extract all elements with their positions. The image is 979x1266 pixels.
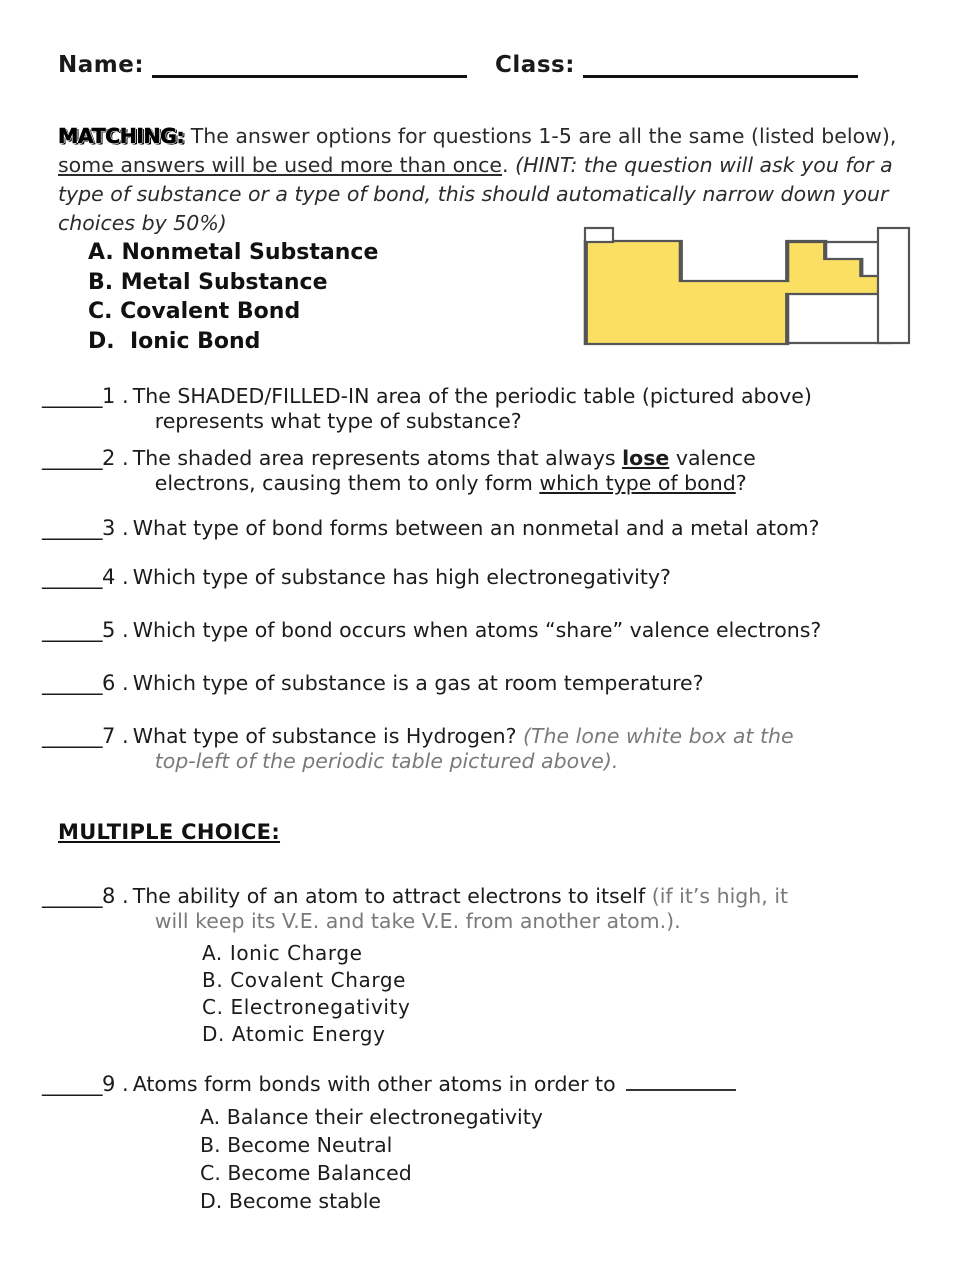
matching-intro-underlined: some answers will be used more than once: [58, 153, 503, 177]
choice-9-b[interactable]: B. Become Neutral: [200, 1133, 393, 1157]
class-blank-line[interactable]: [583, 58, 858, 78]
name-label: Name:: [58, 52, 145, 78]
answer-option-b: B. Metal Substance: [88, 269, 328, 295]
question-4: [42, 565, 942, 590]
matching-intro-line1: The answer options for questions 1-5 are all the same (listed below),: [184, 124, 897, 148]
class-label: Class:: [495, 52, 575, 78]
question-7-line2: top-left of the periodic table pictured above).: [154, 749, 619, 773]
choice-8-d[interactable]: D. Atomic Energy: [202, 1022, 386, 1046]
question-2-before: The shaded area represents atoms that always: [132, 446, 623, 470]
answer-blank-9[interactable]: ______: [42, 1072, 102, 1096]
answer-blank-1[interactable]: ______: [42, 384, 102, 408]
question-text-5: Which type of bond occurs when atoms “share” valence electrons?: [132, 618, 822, 642]
answer-option-a: A. Nonmetal Substance: [88, 240, 379, 265]
question-2-cont-before: electrons, causing them to only form: [154, 471, 540, 495]
question-9-fill-blank[interactable]: [626, 1075, 736, 1091]
question-1: [42, 384, 942, 434]
multiple-choice-questions: [42, 884, 942, 1215]
choice-8-a[interactable]: A. Ionic Charge: [202, 941, 363, 965]
question-1-line2: represents what type of substance?: [154, 409, 522, 433]
question-number-4: 4 .: [102, 565, 129, 589]
question-7-parenthetical: (The lone white box at the: [523, 724, 794, 748]
question-5: [42, 618, 942, 643]
question-2-cont-after: ?: [735, 471, 747, 495]
answer-blank-6[interactable]: ______: [42, 671, 102, 695]
question-text-4: Which type of substance has high electronegativity?: [132, 565, 671, 589]
hydrogen-box: [585, 228, 613, 242]
question-2-after: valence: [669, 446, 756, 470]
question-number-2: 2 .: [102, 446, 129, 470]
question-text-3: What type of bond forms between an nonmetal and a metal atom?: [132, 516, 820, 540]
choice-8-c[interactable]: C. Electronegativity: [202, 995, 411, 1019]
answer-blank-5[interactable]: ______: [42, 618, 102, 642]
student-info-row: [58, 52, 928, 78]
question-9-choices: [42, 1103, 942, 1215]
choice-9-c[interactable]: C. Become Balanced: [200, 1161, 412, 1185]
matching-heading: MATCHING:: [58, 124, 185, 148]
question-9-main: Atoms form bonds with other atoms in order to: [132, 1072, 623, 1096]
question-text-9: [129, 1072, 942, 1097]
answer-blank-4[interactable]: ______: [42, 565, 102, 589]
question-number-3: 3 .: [102, 516, 129, 540]
shaded-metal-region: [586, 241, 898, 344]
question-number-9: 9 .: [102, 1072, 129, 1096]
question-8-main: The ability of an atom to attract electrons to itself: [132, 884, 652, 908]
question-text-1: [129, 384, 942, 434]
answer-option-d: D. Ionic Bond: [88, 328, 261, 354]
question-8-parenthetical: (if it’s high, it: [651, 884, 789, 908]
choice-9-a[interactable]: A. Balance their electronegativity: [200, 1105, 543, 1129]
question-1-line1: The SHADED/FILLED-IN area of the periodic table (pictured above): [132, 384, 812, 408]
matching-intro-hint: (HINT: the question will ask you for a type of substance or a type of bond, this should automatically narrow down your choices by 50%): [58, 153, 893, 235]
question-number-7: 7 .: [102, 724, 129, 748]
question-3: [42, 516, 942, 541]
periodic-table-diagram: [582, 226, 914, 360]
question-text-7: [129, 724, 942, 774]
question-text-2: [129, 446, 942, 496]
noble-gas-column: [878, 228, 909, 343]
question-6: [42, 671, 942, 696]
choice-9-d[interactable]: D. Become stable: [200, 1189, 382, 1213]
matching-questions: [42, 384, 942, 784]
question-text-6: Which type of substance is a gas at room temperature?: [132, 671, 704, 695]
question-2: [42, 446, 942, 496]
question-2-emphasis: lose: [622, 446, 670, 470]
question-number-8: 8 .: [102, 884, 129, 908]
answer-option-c: C. Covalent Bond: [88, 299, 301, 324]
question-number-6: 6 .: [102, 671, 129, 695]
matching-instructions: [58, 122, 928, 238]
question-7: [42, 724, 942, 774]
choice-8-b[interactable]: B. Covalent Charge: [202, 968, 407, 992]
answer-blank-2[interactable]: ______: [42, 446, 102, 470]
answer-blank-7[interactable]: ______: [42, 724, 102, 748]
question-text-8: [129, 884, 942, 934]
question-number-1: 1 .: [102, 384, 129, 408]
question-9: [42, 1072, 942, 1097]
multiple-choice-heading: MULTIPLE CHOICE:: [58, 820, 281, 844]
question-number-5: 5 .: [102, 618, 129, 642]
answer-bank: [88, 238, 508, 356]
name-blank-line[interactable]: [152, 58, 467, 78]
question-7-before: What type of substance is Hydrogen?: [132, 724, 524, 748]
question-2-cont-underline: which type of bond: [539, 471, 736, 495]
answer-blank-3[interactable]: ______: [42, 516, 102, 540]
question-8-choices: [42, 940, 942, 1048]
question-8-line2: will keep its V.E. and take V.E. from another atom.).: [154, 909, 681, 933]
matching-intro-period: .: [502, 153, 516, 177]
answer-blank-8[interactable]: ______: [42, 884, 102, 908]
question-2-line2: [133, 471, 942, 496]
question-8: [42, 884, 942, 934]
